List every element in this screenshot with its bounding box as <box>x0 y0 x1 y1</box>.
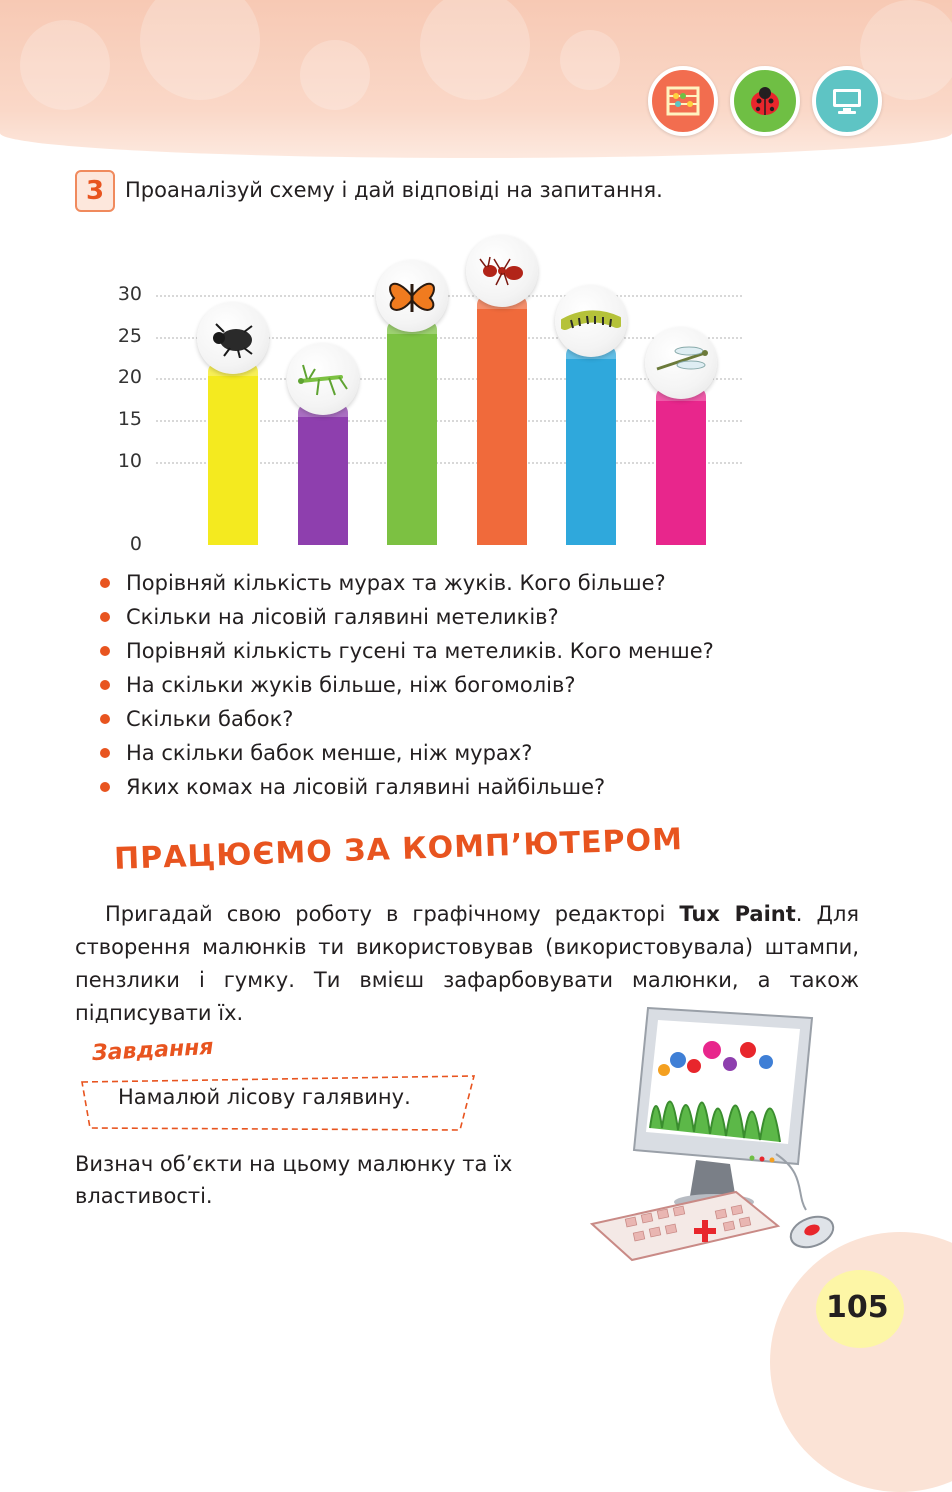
bar-метелики <box>387 320 437 545</box>
insect-bar-chart <box>112 215 742 555</box>
bar-жуки <box>208 362 258 545</box>
y-tick-label: 30 <box>117 283 142 305</box>
y-tick-label: 25 <box>117 324 142 347</box>
caterpillar-icon <box>555 285 627 357</box>
mantis-icon <box>287 343 359 415</box>
computer-icon[interactable] <box>812 66 882 136</box>
y-tick-label: 0 <box>129 533 142 555</box>
task-title: Проаналізуй схему і дай відповіді на запитання. <box>125 178 663 202</box>
y-tick-label: 10 <box>117 449 142 472</box>
bar-богомоли <box>298 403 348 545</box>
assignment-text: Намалюй лісову галявину. <box>118 1085 411 1109</box>
closing-text: Визнач об’єкти на цьому малюнку та їх властивості. <box>75 1152 513 1208</box>
butterfly-icon <box>376 260 448 332</box>
question-text: На скільки бабок менше, ніж мурах? <box>126 741 533 765</box>
question-text: Порівняй кількість мурах та жуків. Кого більше? <box>126 571 666 595</box>
list-item <box>100 566 714 600</box>
question-text: Порівняй кількість гусені та метеликів. Кого менше? <box>126 639 714 663</box>
abacus-icon[interactable] <box>648 66 718 136</box>
question-list <box>100 566 714 804</box>
page-number: 105 <box>826 1290 889 1325</box>
question-text: На скільки жуків більше, ніж богомолів? <box>126 673 576 697</box>
assignment-label: Завдання <box>91 1034 215 1067</box>
question-text: Яких комах на лісовій галявині найбільше? <box>126 775 606 799</box>
dragonfly-icon <box>645 327 717 399</box>
list-item <box>100 668 714 702</box>
bullet-icon <box>100 782 110 792</box>
bullet-icon <box>100 748 110 758</box>
computer-illustration <box>586 1004 844 1266</box>
list-item <box>100 736 714 770</box>
list-item <box>100 634 714 668</box>
y-tick-label: 20 <box>117 366 142 389</box>
chapter-nav <box>648 66 882 136</box>
question-text: Скільки бабок? <box>126 707 294 731</box>
bullet-icon <box>100 646 110 656</box>
bullet-icon <box>100 680 110 690</box>
bullet-icon <box>100 612 110 622</box>
app-name: Tux Paint <box>679 902 796 926</box>
bar-бабки <box>656 387 706 545</box>
list-item <box>100 770 714 804</box>
grid-line <box>156 295 742 297</box>
bullet-icon <box>100 714 110 724</box>
beetle-icon <box>197 302 269 374</box>
ant-icon <box>466 235 538 307</box>
list-item <box>100 702 714 736</box>
paragraph-text-start: Пригадай свою роботу в графічному редакторі <box>105 902 680 926</box>
bar-мурахи <box>477 295 527 545</box>
y-tick-label: 15 <box>117 408 142 430</box>
ladybug-icon[interactable] <box>730 66 800 136</box>
list-item <box>100 600 714 634</box>
question-text: Скільки на лісовій галявині метеликів? <box>126 605 559 629</box>
task-number: 3 <box>75 170 115 212</box>
bullet-icon <box>100 578 110 588</box>
paragraph-text-end: . Для створення малюнків ти використовував (використовувала) штампи, пензлики і гумку. Ти вмієш зафарбовувати малюнки, а також підписувати їх. <box>75 902 859 1025</box>
bar-гусені <box>566 345 616 545</box>
section-title: ПРАЦЮЄМО ЗА КОМП’ЮТЕРОМ <box>113 822 684 877</box>
